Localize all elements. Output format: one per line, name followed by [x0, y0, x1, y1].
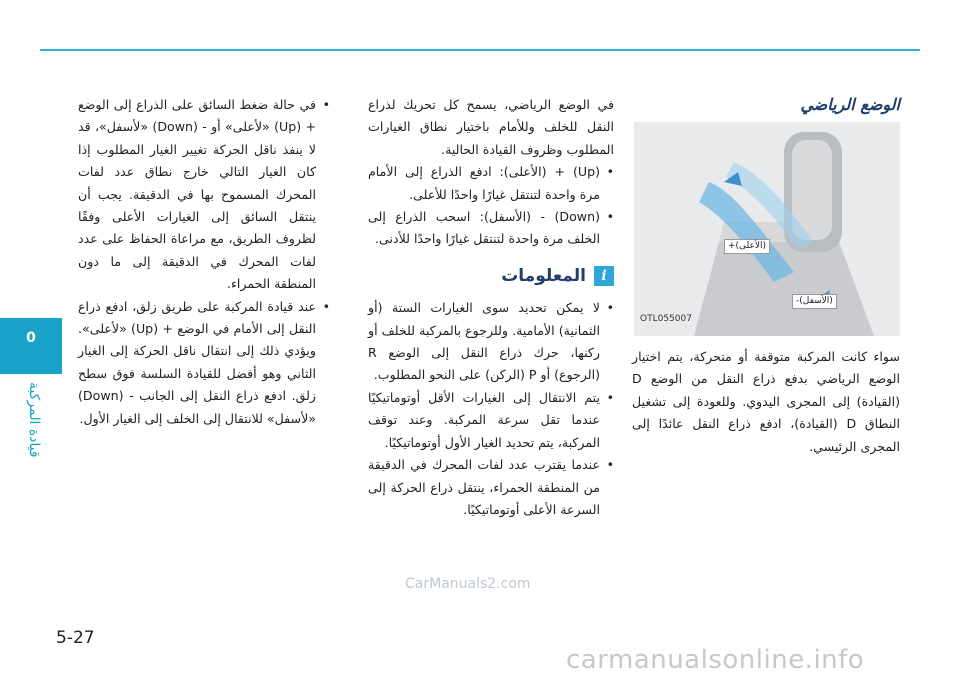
- chapter-number: 0: [26, 330, 36, 346]
- chapter-tab: [0, 318, 62, 374]
- sport-mode-intro: في الوضع الرياضي، يسمح كل تحريك لذراع النقل للخلف وللأمام باختيار نطاق الغيارات المطلوب وظروف القيادة الحالية.: [368, 97, 614, 157]
- label-down: (الأسفل)-: [792, 294, 837, 309]
- list-item: • في حالة ضغط السائق على الذراع إلى الوضع + (Up) «لأعلى» أو - (Down) «لأسفل»، قد لا ينفذ ناقل الحركة تغيير الغيار المطلوب إذا كان الغيار التالي خارج نطاق عدد لفات المحرك المسموح بها في الدقيقة. يجب أن ينتقل السائق إلى الغيارات الأعلى وفقًا لظروف الطريق، مع مراعاة الحفاظ على عدد لفات المحرك في الدقيقة إلى ما دون المنطقة الحمراء.: [78, 94, 316, 296]
- list-item: • (Down) - (الأسفل): اسحب الذراع إلى الخلف مرة واحدة لتنتقل غيارًا واحدًا للأدنى.: [368, 206, 600, 251]
- list-item: • يتم الانتقال إلى الغيارات الأقل أوتوماتيكيًا عندما تقل سرعة المركبة. وعند توقف المركبة، يتم تحديد الغيار الأول أوتوماتيكيًا.: [368, 387, 600, 454]
- figure-code: OTL055007: [640, 313, 692, 324]
- list-item: • عندما يقترب عدد لفات المحرك في الدقيقة من المنطقة الحمراء، ينتقل ذراع الحركة إلى السرعة الأعلى أوتوماتيكيًا.: [368, 454, 600, 521]
- footer-watermark: carmanualsonline.info: [566, 645, 865, 675]
- chapter-title: قيادة المركبة: [26, 382, 42, 458]
- middle-column: [368, 94, 614, 521]
- notes-list: [78, 94, 330, 430]
- list-item: • لا يمكن تحديد سوى الغيارات الستة (أو الثمانية) الأمامية. وللرجوع بالمركبة للخلف أو ركنها، حرك ذراع النقل إلى الوضع R (الرجوع) أو P (الركن) على النحو المطلوب.: [368, 297, 600, 387]
- information-title: المعلومات: [501, 265, 586, 286]
- info-icon: i: [594, 266, 614, 286]
- shift-lever-illustration: [634, 122, 900, 336]
- section-title: الوضع الرياضي: [800, 95, 900, 114]
- watermark: CarManuals2.com: [405, 576, 531, 592]
- shift-lever-figure: [634, 122, 900, 336]
- label-up: (الأعلى)+: [724, 239, 770, 254]
- information-header: [368, 265, 614, 287]
- sport-mode-body: سواء كانت المركبة متوقفة أو متحركة، يتم اختيار الوضع الرياضي بدفع ذراع النقل من الوضع D (القيادة) إلى المجرى اليدوي. وللعودة إلى تشغيل النطاق D (القيادة)، ادفع ذراع النقل عائدًا إلى المجرى الرئيسي.: [632, 349, 900, 454]
- header-rule: [40, 49, 920, 51]
- list-item: • (Up) + (الأعلى): ادفع الذراع إلى الأمام مرة واحدة لتنتقل غيارًا واحدًا للأعلى.: [368, 161, 600, 206]
- list-item: • عند قيادة المركبة على طريق زلق، ادفع ذراع النقل إلى الأمام في الوضع + (Up) «لأعلى». ويؤدي ذلك إلى انتقال ناقل الحركة إلى الغيار الثاني وهو أفضل للقيادة السلسة فوق سطح زلق. ادفع ذراع النقل إلى الجانب - (Down) «لأسفل» للانتقال إلى الخلف إلى الغيار الأول.: [78, 296, 316, 430]
- information-list: [368, 297, 614, 521]
- left-column: [78, 94, 330, 430]
- page-number: 5-27: [56, 628, 95, 648]
- shift-list: [368, 161, 614, 251]
- right-column: [632, 94, 900, 458]
